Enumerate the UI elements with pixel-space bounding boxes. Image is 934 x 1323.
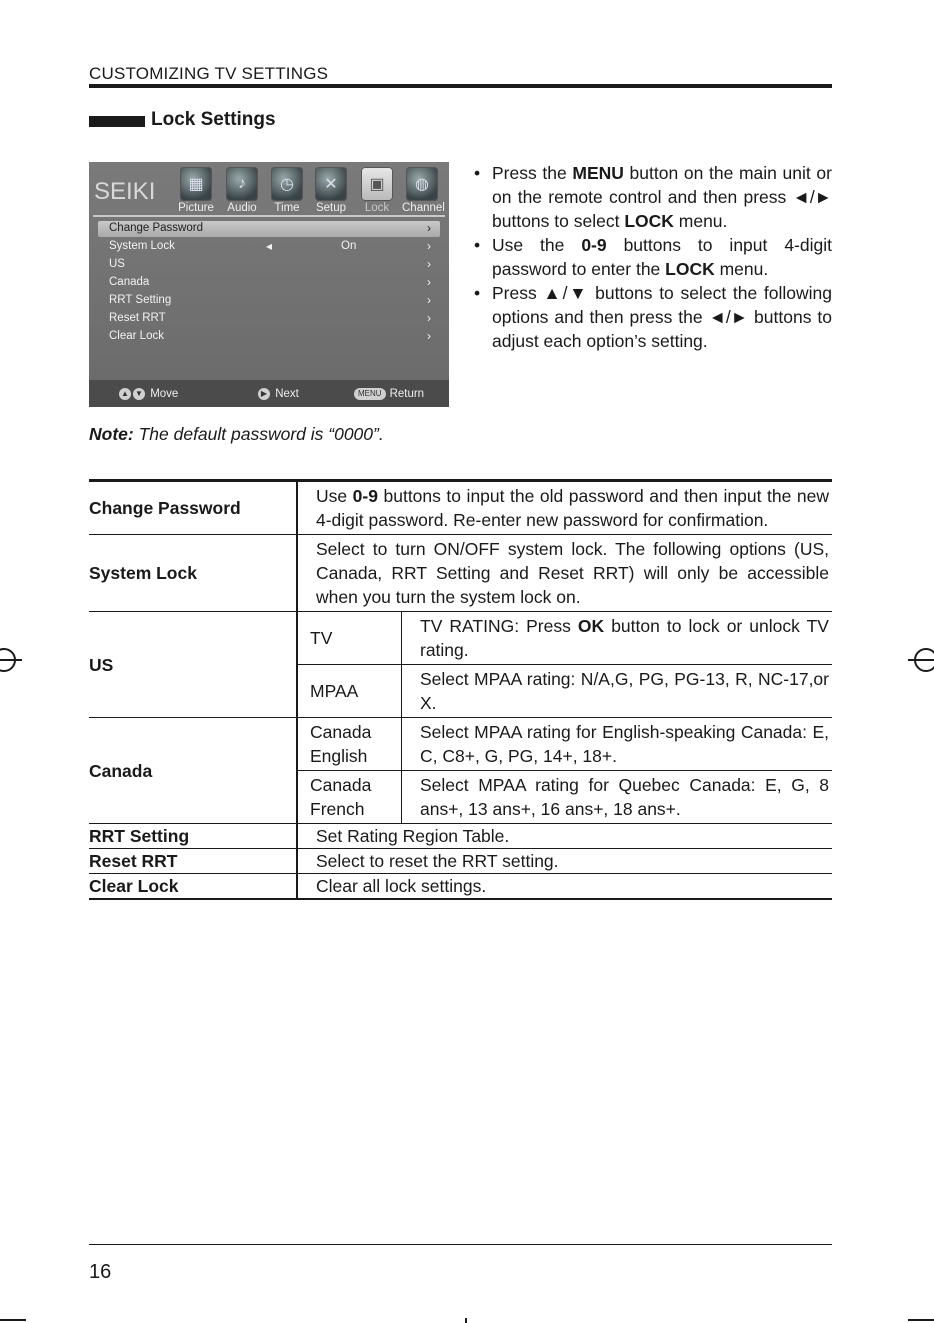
footer-rule (89, 1244, 832, 1245)
menu-item-label: Reset RRT (109, 312, 166, 324)
instruction-item: • Press the MENU button on the main unit or on the remote control and then press ◄/► buttons to select LOCK menu. (474, 161, 832, 233)
tab-setup (311, 167, 351, 214)
arrow-left-icon: ◂ (266, 239, 273, 253)
menu-key-icon: MENU (354, 388, 386, 400)
menu-item-clear-lock (98, 329, 440, 345)
tab-label: Audio (227, 202, 257, 214)
chevron-right-icon: › (427, 311, 431, 325)
footer-return: MENU Return (354, 388, 424, 400)
table-row: Canada French Select MPAA rating for Quebec Canada: E, G, 8 ans+, 13 ans+, 16 ans+, 18 ans+. (89, 771, 832, 824)
menu-item-rrt-setting (98, 293, 440, 309)
chevron-right-icon: › (427, 329, 431, 343)
menu-item-canada (98, 275, 440, 291)
crop-mark (465, 1318, 467, 1323)
tab-picture (176, 167, 216, 214)
tab-label: Picture (178, 202, 214, 214)
crop-mark (0, 1319, 26, 1321)
menu-item-label: US (109, 258, 125, 270)
menu-item-label: Clear Lock (109, 330, 164, 342)
table-row: MPAA Select MPAA rating: N/A,G, PG, PG-13, R, NC-17,or X. (89, 665, 832, 718)
chevron-right-icon: › (427, 239, 431, 253)
tab-label: Channel (402, 202, 445, 214)
tab-channel (402, 167, 445, 214)
menu-item-label: Canada (109, 276, 150, 288)
instruction-item: • Use the 0-9 buttons to input 4-digit password to enter the LOCK menu. (474, 233, 832, 281)
tab-label: Setup (315, 202, 347, 214)
page-number: 16 (89, 1261, 112, 1283)
lock-icon: ▣ (361, 167, 393, 201)
menu-item-value: On (341, 240, 357, 252)
title-bar-marker (89, 116, 145, 127)
brand-logo: SEIKI (94, 178, 156, 205)
picture-icon: ▦ (180, 167, 212, 201)
satellite-icon: ◍ (406, 167, 438, 201)
chevron-right-icon: › (427, 257, 431, 271)
right-arrow-icon: ▶ (258, 388, 270, 400)
page-title: Lock Settings (151, 109, 276, 130)
tab-time (267, 167, 307, 214)
menu-item-label: RRT Setting (109, 294, 172, 306)
lock-settings-table (89, 479, 832, 900)
menu-footer (89, 380, 449, 407)
menu-item-change-password (98, 221, 440, 237)
registration-mark-icon (908, 645, 934, 675)
menu-divider (93, 215, 445, 217)
down-arrow-icon: ▼ (133, 388, 145, 400)
table-row: Clear Lock Clear all lock settings. (89, 874, 832, 900)
instruction-item: • Press ▲/▼ buttons to select the following options and then press the ◄/► buttons to adjust each option’s setting. (474, 281, 832, 353)
chevron-right-icon: › (427, 221, 431, 235)
crop-mark (908, 1319, 934, 1321)
menu-item-reset-rrt (98, 311, 440, 327)
footer-move: ▲ ▼ Move (119, 388, 178, 400)
tab-lock (357, 167, 397, 214)
table-row: Reset RRT Select to reset the RRT setting. (89, 849, 832, 874)
section-header: CUSTOMIZING TV SETTINGS (89, 64, 329, 83)
table-row: System Lock Select to turn ON/OFF system lock. The following options (US, Canada, RRT Setting and Reset RRT) will only be accessible when you turn the system lock on. (89, 535, 832, 612)
header-rule (89, 84, 832, 88)
tab-label: Lock (364, 202, 390, 214)
chevron-right-icon: › (427, 275, 431, 289)
clock-icon: ◷ (271, 167, 303, 201)
up-arrow-icon: ▲ (119, 388, 131, 400)
audio-icon: ♪ (226, 167, 258, 201)
menu-item-label: Change Password (109, 222, 203, 234)
registration-mark-icon (0, 645, 22, 675)
tools-icon: ✕ (315, 167, 347, 201)
tv-menu-screenshot (89, 162, 449, 407)
default-password-note: Note: The default password is “0000”. (89, 424, 384, 444)
tab-audio (222, 167, 262, 214)
instruction-list (474, 161, 832, 353)
table-row: Change Password Use 0-9 buttons to input the old password and then input the new 4-digit password. Re-enter new password for confirmation. (89, 481, 832, 535)
table-row: Canada Canada English Select MPAA rating for English-speaking Canada: E, C, C8+, G, PG, 14+, 18+. (89, 718, 832, 771)
table-row: RRT Setting Set Rating Region Table. (89, 824, 832, 849)
table-row: US TV TV RATING: Press OK button to lock or unlock TV rating. (89, 612, 832, 665)
tab-label: Time (274, 202, 300, 214)
menu-item-us (98, 257, 440, 273)
menu-item-system-lock (98, 239, 440, 255)
chevron-right-icon: › (427, 293, 431, 307)
footer-next: ▶ Next (258, 388, 299, 400)
menu-item-label: System Lock (109, 240, 175, 252)
